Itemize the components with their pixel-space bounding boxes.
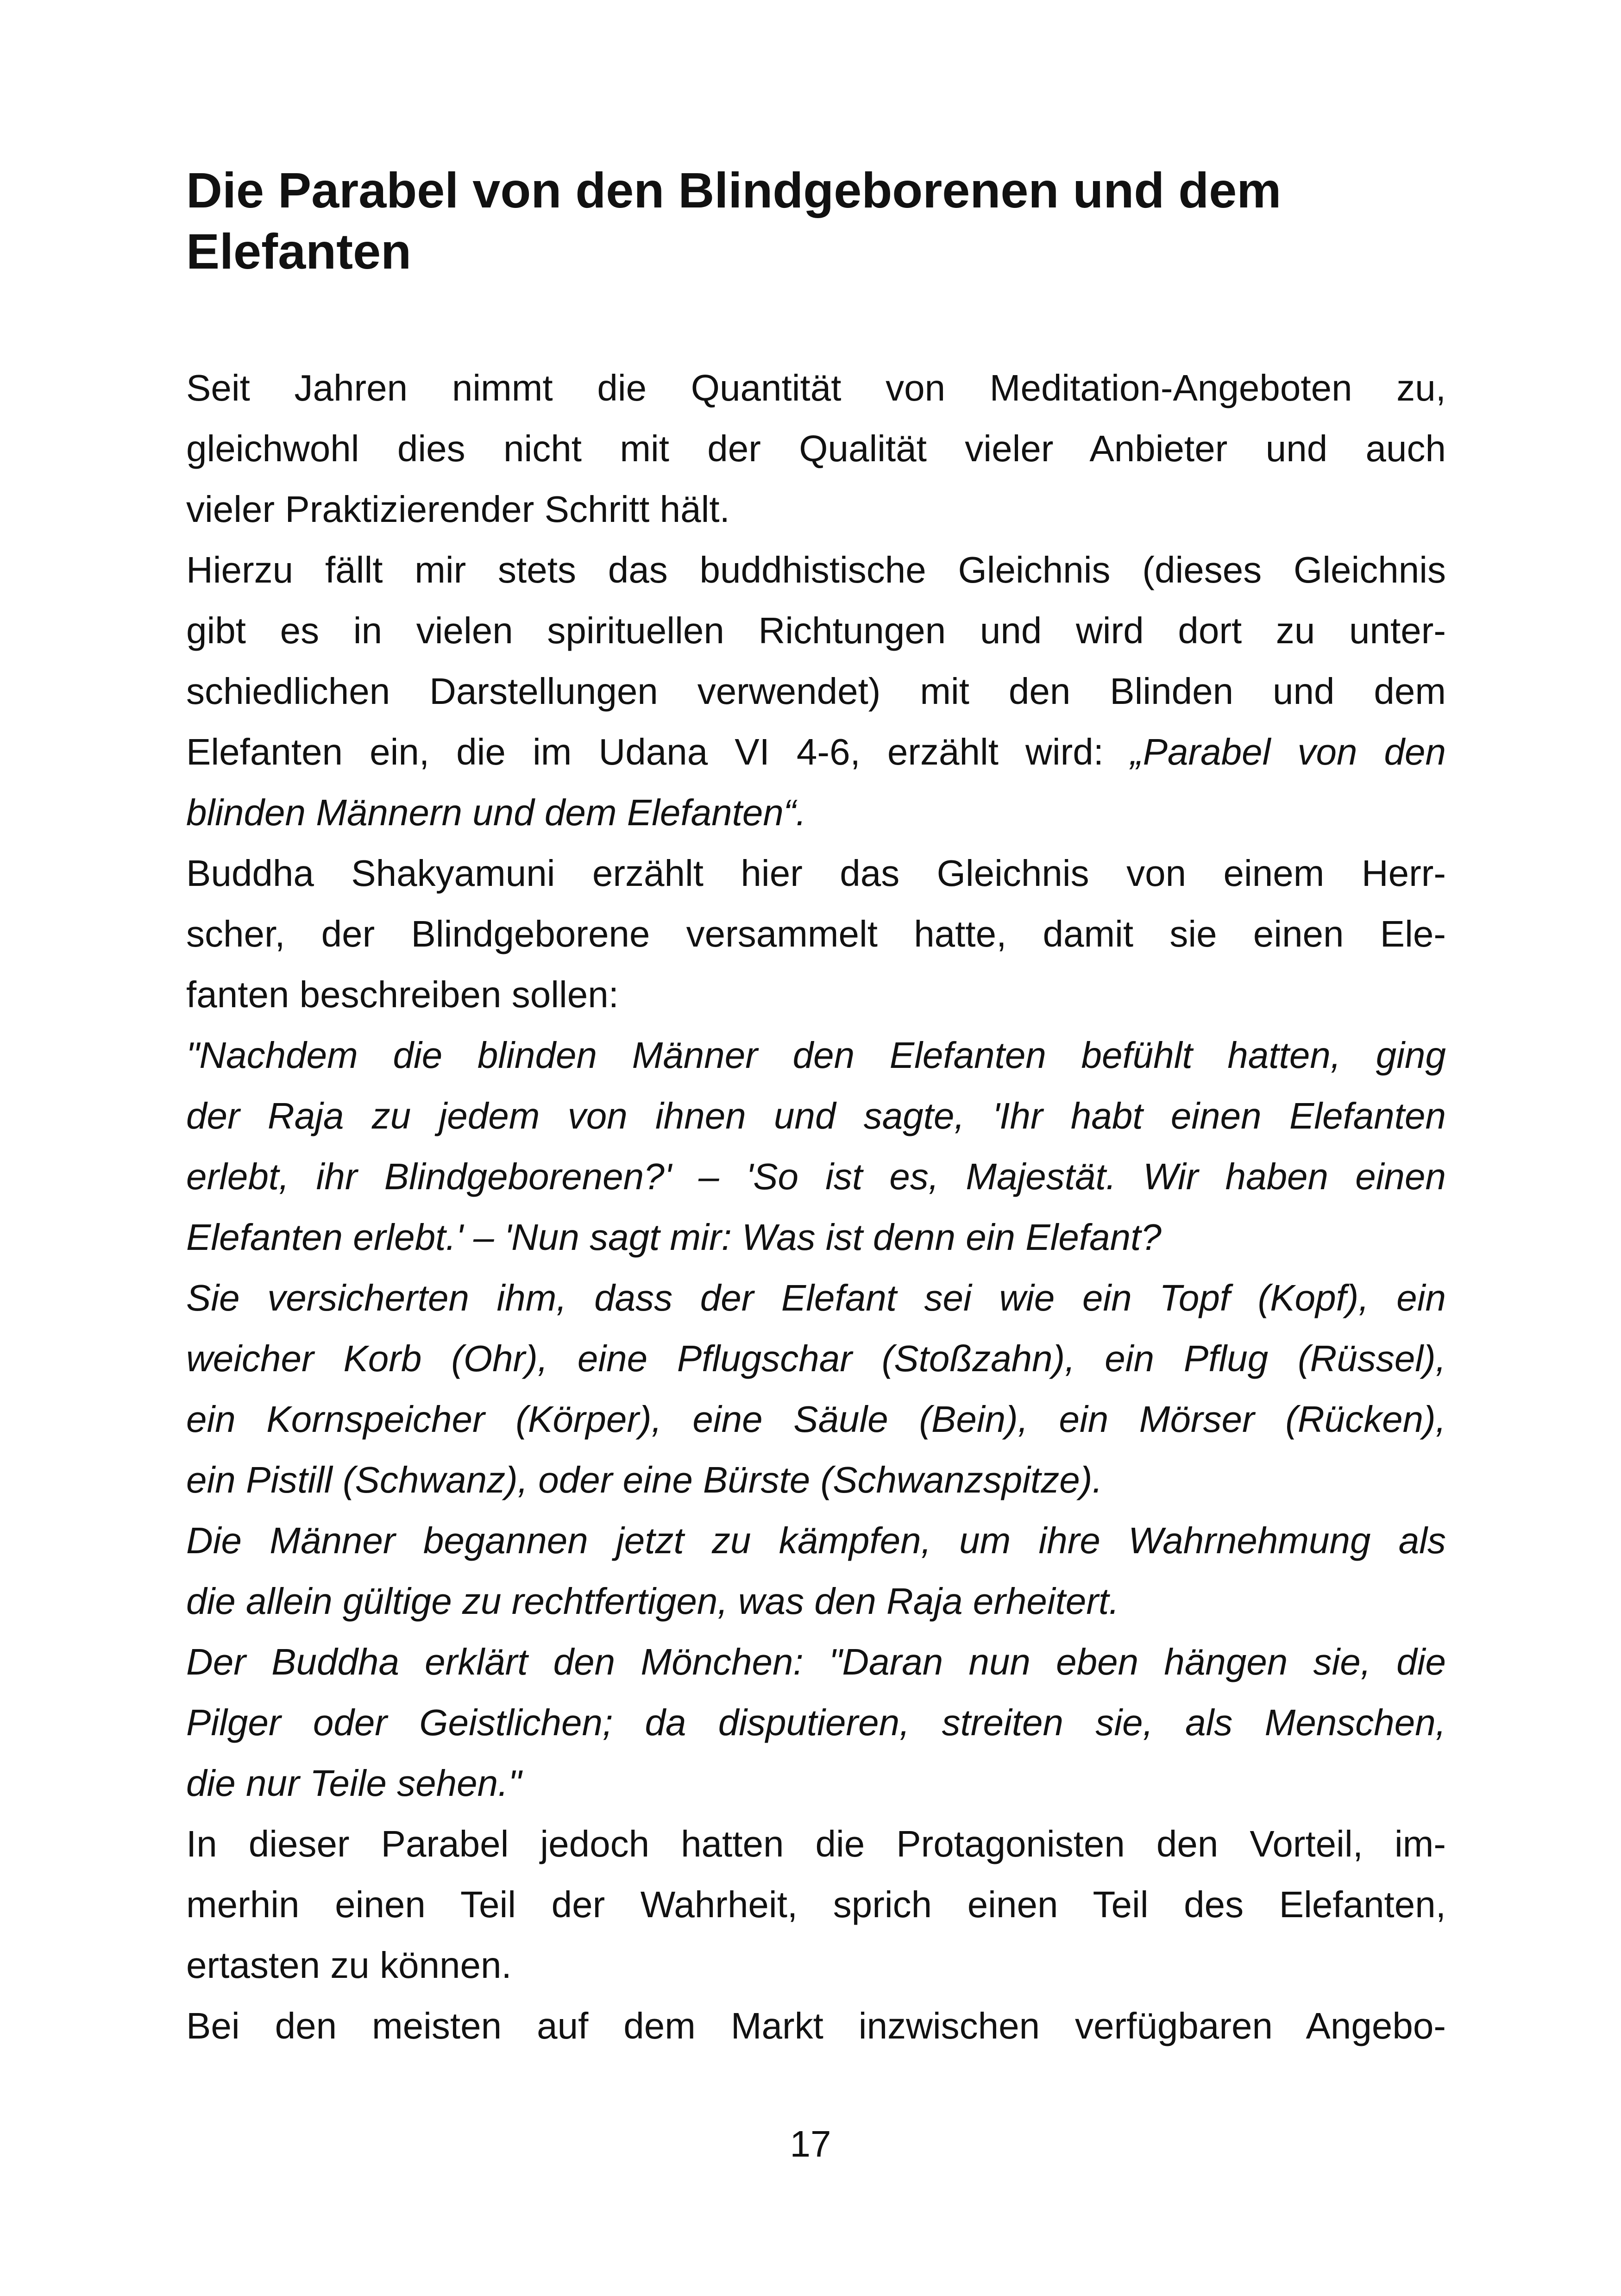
text-line-mixed <box>186 721 1446 782</box>
text-line: gleichwohl dies nicht mit der Qualität vieler Anbieter und auch <box>186 428 1446 469</box>
text-run: Elefanten ein, die im Udana VI 4-6, erzählt wird: <box>186 731 1131 772</box>
page-number: 17 <box>790 2123 831 2164</box>
text-line: scher, der Blindgeborene versammelt hatte, damit sie einen Ele- <box>186 913 1446 954</box>
text-line: Der Buddha erklärt den Mönchen: "Daran nun eben hängen sie, die <box>186 1641 1446 1682</box>
text-line: vieler Praktizierender Schritt hält. <box>186 489 730 530</box>
paragraph-1 <box>186 358 1446 539</box>
text-line: merhin einen Teil der Wahrheit, sprich einen Teil des Elefanten, <box>186 1884 1446 1925</box>
text-line: Sie versicherten ihm, dass der Elefant sei wie ein Topf (Kopf), ein <box>186 1277 1446 1318</box>
text-line: die nur Teile sehen." <box>186 1763 521 1804</box>
paragraph-3 <box>186 843 1446 1025</box>
quote-paragraph-4 <box>186 1631 1446 1813</box>
text-line <box>186 782 1446 843</box>
text-line: Die Männer begannen jetzt zu kämpfen, um ihre Wahrnehmung als <box>186 1520 1446 1561</box>
text-line: ein Pistill (Schwanz), oder eine Bürste (Schwanzspitze). <box>186 1459 1103 1500</box>
text-line: In dieser Parabel jedoch hatten die Protagonisten den Vorteil, im- <box>186 1823 1446 1864</box>
text-line: Seit Jahren nimmt die Quantität von Meditation-Angeboten zu, <box>186 367 1446 408</box>
text-line: schiedlichen Darstellungen verwendet) mit den Blinden und dem <box>186 671 1446 712</box>
page-title: Die Parabel von den Blindgeborenen und dem Elefanten <box>186 162 1282 279</box>
quote-paragraph-3 <box>186 1510 1446 1631</box>
text-line: ertasten zu können. <box>186 1945 512 1986</box>
text-line: Hierzu fällt mir stets das buddhistische Gleichnis (dieses Gleichnis <box>186 549 1446 590</box>
paragraph-5 <box>186 1995 1446 2056</box>
text-line: weicher Korb (Ohr), eine Pflugschar (Stoßzahn), ein Pflug (Rüssel), <box>186 1338 1446 1379</box>
text-line: der Raja zu jedem von ihnen und sagte, 'Ihr habt einen Elefanten <box>186 1095 1446 1136</box>
body-text <box>186 358 1446 2056</box>
paragraph-4 <box>186 1813 1446 1995</box>
text-line: die allein gültige zu rechtfertigen, was den Raja erheitert. <box>186 1581 1119 1622</box>
text-line: Elefanten erlebt.' – 'Nun sagt mir: Was ist denn ein Elefant? <box>186 1217 1162 1258</box>
text-line: Pilger oder Geistlichen; da disputieren, streiten sie, als Menschen, <box>186 1702 1446 1743</box>
italic-text-run: „Parabel von den <box>1131 731 1446 772</box>
text-line: erlebt, ihr Blindgeborenen?' – 'So ist es, Majestät. Wir haben einen <box>186 1156 1446 1197</box>
text-line: gibt es in vielen spirituellen Richtungen und wird dort zu unter- <box>186 610 1446 651</box>
text-line: fanten beschreiben sollen: <box>186 974 619 1015</box>
text-line: Buddha Shakyamuni erzählt hier das Gleichnis von einem Herr- <box>186 853 1446 894</box>
paragraph-2 <box>186 539 1446 843</box>
text-line: Bei den meisten auf dem Markt inzwischen verfügbaren Angebo- <box>186 2005 1446 2046</box>
text-line: "Nachdem die blinden Männer den Elefanten befühlt hatten, ging <box>186 1035 1446 1076</box>
quote-paragraph-2 <box>186 1267 1446 1510</box>
italic-text-run: blinden Männern und dem Elefanten“. <box>186 792 806 833</box>
quote-paragraph-1 <box>186 1025 1446 1267</box>
text-line: ein Kornspeicher (Körper), eine Säule (Bein), ein Mörser (Rücken), <box>186 1399 1446 1440</box>
